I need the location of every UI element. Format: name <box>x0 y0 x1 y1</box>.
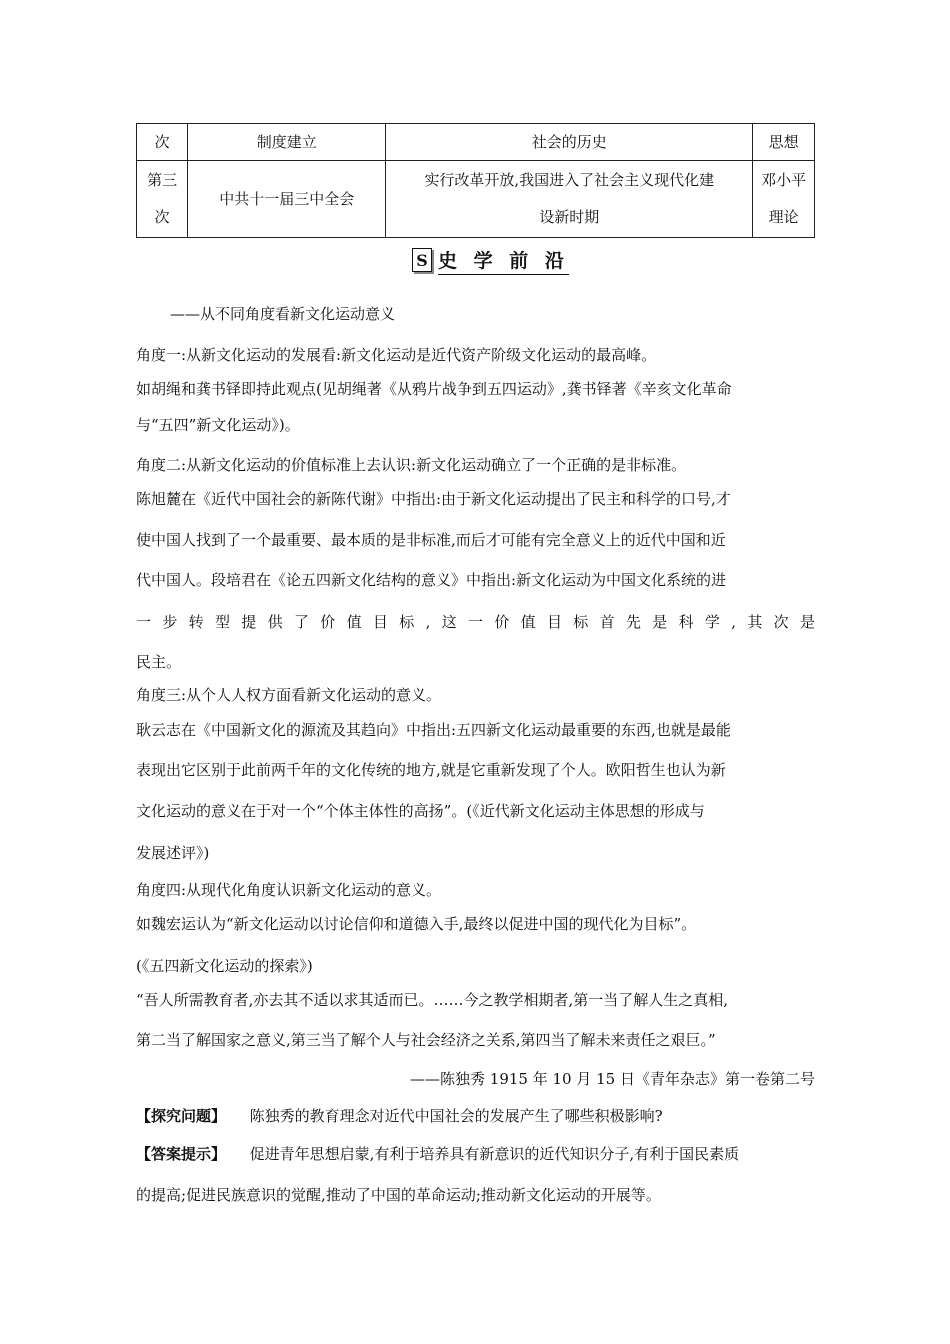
paragraph-line: (《五四新文化运动的探索》) <box>136 957 313 975</box>
paragraph-line: 发展述评》) <box>136 844 210 862</box>
cell-history-line2: 设新时期 <box>539 208 600 226</box>
paragraph-line: 文化运动的意义在于对一个“个体主体性的高扬”。(《近代新文化运动主体思想的形成与 <box>136 802 705 820</box>
paragraph-line: 表现出它区别于此前两千年的文化传统的地方,就是它重新发现了个人。欧阳哲生也认为新 <box>136 761 726 779</box>
paragraph-line: 与“五四”新文化运动》)。 <box>136 416 300 434</box>
header-cell-thought: 思想 <box>753 124 815 161</box>
section-s-icon: S <box>412 248 432 272</box>
cell-history-line1: 实行改革开放,我国进入了社会主义现代化建 <box>424 171 715 189</box>
section-heading <box>412 247 569 273</box>
paragraph-line: 角度二:从新文化运动的价值标准上去认识:新文化运动确立了一个正确的是非标准。 <box>136 456 687 474</box>
paragraph-line: 角度四:从现代化角度认识新文化运动的意义。 <box>136 881 442 899</box>
paragraph-line: 使中国人找到了一个最重要、最本质的是非标准,而后才可能有完全意义上的近代中国和近 <box>136 531 726 549</box>
cell-order-line2: 次 <box>154 208 170 226</box>
table-row <box>137 161 815 238</box>
paragraph-line: 角度三:从个人人权方面看新文化运动的意义。 <box>136 686 442 704</box>
header-cell-order: 次 <box>137 124 188 161</box>
quote-line: “吾人所需教育者,亦去其不适以求其适而已。……今之教学相期者,第一当了解人生之真相, <box>136 991 728 1009</box>
cell-order <box>137 161 188 238</box>
subtitle-line: ——从不同角度看新文化运动意义 <box>170 305 396 323</box>
quote-source: ——陈独秀 1915 年 10 月 15 日《青年杂志》第一卷第二号 <box>410 1070 815 1088</box>
header-cell-system: 制度建立 <box>188 124 386 161</box>
cell-system: 中共十一届三中全会 <box>188 161 386 238</box>
quote-line: 第二当了解国家之意义,第三当了解个人与社会经济之关系,第四当了解未来责任之艰巨。” <box>136 1031 716 1049</box>
question-line <box>136 1105 815 1127</box>
paragraph-line-justified: 一步转型提供了价值目标,这一价值目标首先是科学,其次是 <box>136 613 815 631</box>
history-table-grid <box>136 123 815 238</box>
paragraph-line: 代中国人。段培君在《论五四新文化结构的意义》中指出:新文化运动为中国文化系统的进 <box>136 571 727 589</box>
cell-history <box>386 161 753 238</box>
history-table <box>136 123 815 238</box>
answer-line-2: 的提高;促进民族意识的觉醒,推动了中国的革命运动;推动新文化运动的开展等。 <box>136 1186 661 1204</box>
paragraph-line: 陈旭麓在《近代中国社会的新陈代谢》中指出:由于新文化运动提出了民主和科学的口号,才 <box>136 490 731 508</box>
question-text: 陈独秀的教育理念对近代中国社会的发展产生了哪些积极影响? <box>249 1107 663 1125</box>
section-title: 史 学 前 沿 <box>438 246 569 275</box>
table-header-row <box>137 124 815 161</box>
cell-thought-line2: 理论 <box>768 208 799 226</box>
cell-thought-line1: 邓小平 <box>761 171 807 189</box>
header-cell-history: 社会的历史 <box>386 124 753 161</box>
question-label: 【探究问题】 <box>136 1107 227 1125</box>
cell-order-line1: 第三 <box>147 171 178 189</box>
paragraph-line: 民主。 <box>136 653 182 671</box>
answer-line <box>136 1143 815 1165</box>
cell-thought <box>753 161 815 238</box>
paragraph-line: 如魏宏运认为“新文化运动以讨论信仰和道德入手,最终以促进中国的现代化为目标”。 <box>136 915 697 933</box>
answer-label: 【答案提示】 <box>136 1145 227 1163</box>
answer-text: 促进青年思想启蒙,有利于培养具有新意识的近代知识分子,有利于国民素质 <box>249 1145 740 1163</box>
paragraph-line: 耿云志在《中国新文化的源流及其趋向》中指出:五四新文化运动最重要的东西,也就是最能 <box>136 721 731 739</box>
paragraph-line: 如胡绳和龚书铎即持此观点(见胡绳著《从鸦片战争到五四运动》,龚书铎著《辛亥文化革命 <box>136 380 732 398</box>
paragraph-line: 角度一:从新文化运动的发展看:新文化运动是近代资产阶级文化运动的最高峰。 <box>136 346 657 364</box>
